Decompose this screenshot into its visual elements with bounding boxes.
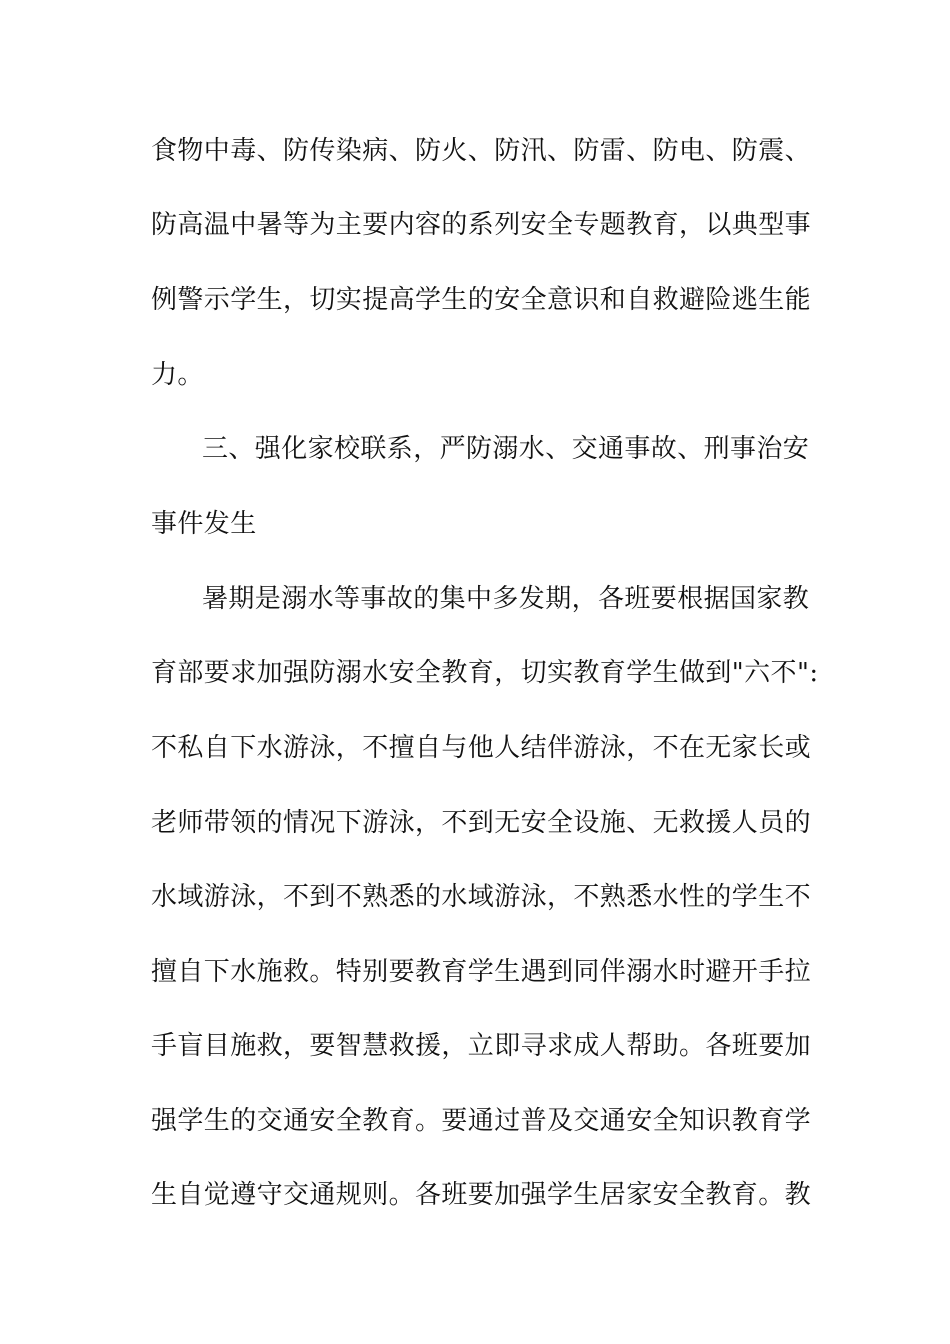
- paragraph-line: 例警示学生，切实提高学生的安全意识和自救避险逃生能: [151, 285, 812, 315]
- section-heading-line: 三、强化家校联系，严防溺水、交通事故、刑事治安: [202, 434, 810, 464]
- paragraph-line: 手盲目施救，要智慧救援，立即寻求成人帮助。各班要加: [151, 1031, 812, 1061]
- paragraph-line: 防高温中暑等为主要内容的系列安全专题教育，以典型事: [151, 210, 812, 240]
- paragraph-line: 水域游泳，不到不熟悉的水域游泳，不熟悉水性的学生不: [151, 882, 812, 912]
- paragraph-line: 生自觉遵守交通规则。各班要加强学生居家安全教育。教: [151, 1180, 812, 1210]
- paragraph-line: 擅自下水施救。特别要教育学生遇到同伴溺水时避开手拉: [151, 957, 812, 987]
- section-heading-line: 事件发生: [151, 509, 257, 539]
- paragraph-line: 不私自下水游泳，不擅自与他人结伴游泳，不在无家长或: [151, 733, 812, 763]
- paragraph-line: 暑期是溺水等事故的集中多发期，各班要根据国家教: [202, 584, 810, 614]
- paragraph-line: 食物中毒、防传染病、防火、防汛、防雷、防电、防震、: [151, 136, 812, 166]
- paragraph-line: 育部要求加强防溺水安全教育，切实教育学生做到"六不":: [151, 658, 819, 688]
- paragraph-line: 强学生的交通安全教育。要通过普及交通安全知识教育学: [151, 1106, 812, 1136]
- paragraph-line: 力。: [151, 360, 204, 390]
- paragraph-line: 老师带领的情况下游泳，不到无安全设施、无救援人员的: [151, 808, 812, 838]
